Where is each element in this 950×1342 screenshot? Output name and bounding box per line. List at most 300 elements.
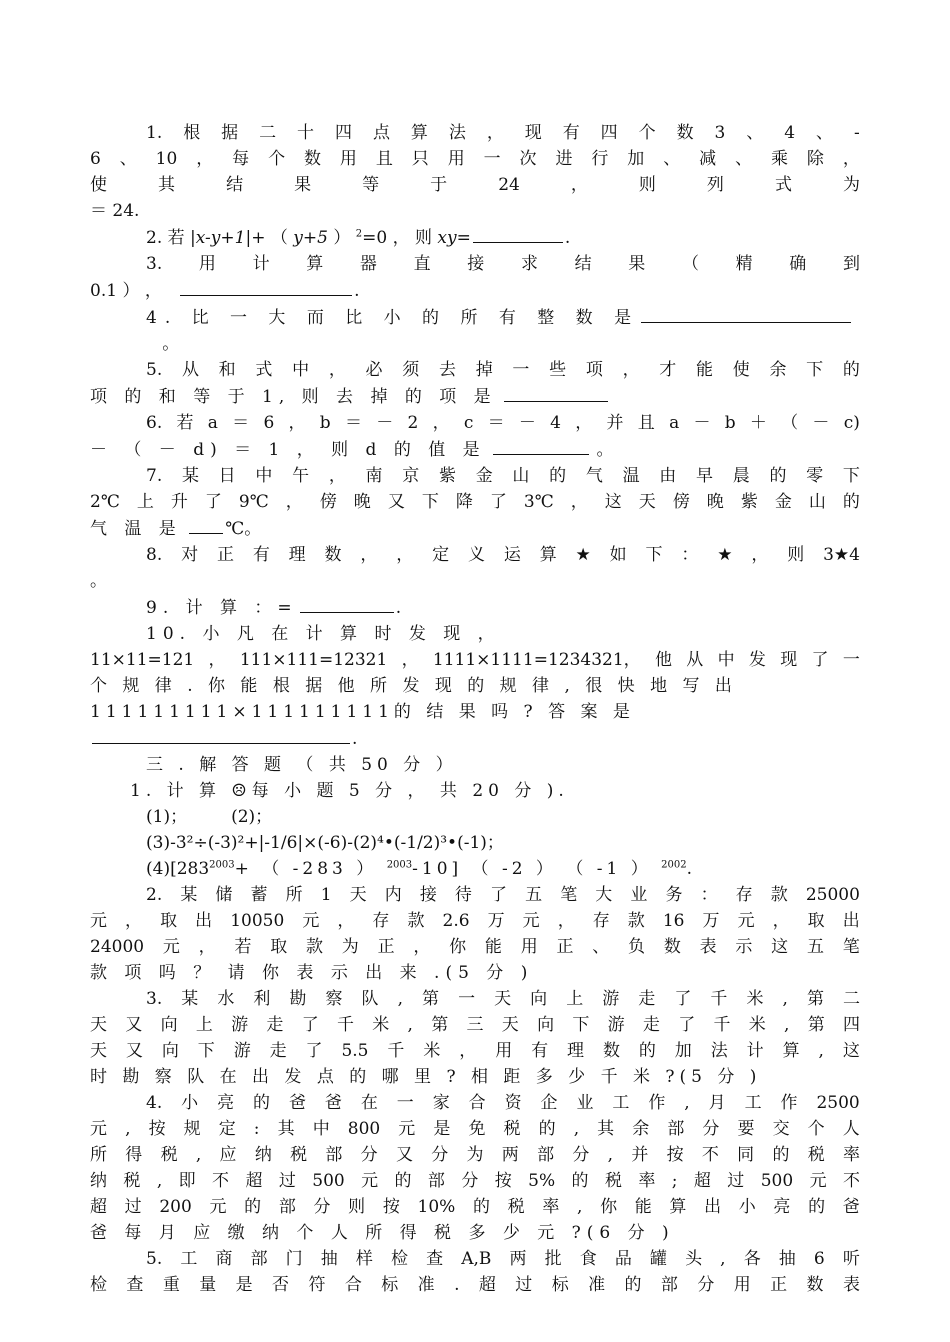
- word: 中: [292, 360, 310, 380]
- word: 标: [551, 1275, 569, 1295]
- word: ，: [413, 937, 431, 957]
- word: 有: [252, 545, 270, 565]
- word: 5.5: [341, 1041, 369, 1061]
- word: 4.: [146, 1093, 163, 1113]
- s3-question-2-line-1: [90, 882, 860, 908]
- word: 其: [277, 1119, 295, 1139]
- word: 去: [438, 360, 456, 380]
- word: ：: [700, 885, 718, 905]
- word: 求: [520, 254, 538, 274]
- word: 须: [402, 360, 420, 380]
- word: 元: [361, 1171, 379, 1191]
- word: 气: [585, 466, 603, 486]
- word: 天: [638, 492, 656, 512]
- word: 5%: [528, 1171, 556, 1191]
- word: ＋: [749, 413, 767, 433]
- word: 上: [136, 492, 154, 512]
- word: 二: [259, 123, 277, 143]
- word: 用: [495, 1041, 513, 1061]
- word: 免: [468, 1119, 486, 1139]
- question-5: [90, 357, 860, 410]
- word: 运: [503, 545, 521, 565]
- word: 两: [509, 1249, 527, 1269]
- word: 工: [180, 1249, 198, 1269]
- answer-blank[interactable]: [473, 224, 563, 243]
- word: 数: [663, 937, 681, 957]
- word: 24000: [90, 937, 145, 957]
- word: 存: [372, 911, 390, 931]
- word: 3.: [146, 989, 163, 1009]
- word: 标: [381, 1275, 399, 1295]
- word: 500: [312, 1171, 345, 1191]
- word: 使: [732, 360, 750, 380]
- s3-question-3-line-2: [90, 1012, 860, 1038]
- word: 五: [806, 937, 824, 957]
- word: 万: [487, 911, 505, 931]
- word: 紫: [438, 466, 456, 486]
- question-6-line-1: [90, 410, 860, 436]
- word: 走: [269, 1041, 287, 1061]
- word: ,: [397, 989, 403, 1009]
- answer-blank[interactable]: [493, 436, 589, 455]
- word: 京: [402, 466, 420, 486]
- word: 税: [807, 1145, 825, 1165]
- word: 取: [270, 937, 288, 957]
- word: 查: [126, 1275, 144, 1295]
- word: 检: [391, 1249, 408, 1269]
- word: 你: [449, 937, 467, 957]
- word: 数: [304, 149, 321, 169]
- word: 器: [359, 254, 377, 274]
- word: ,: [782, 989, 788, 1009]
- word: 只: [411, 149, 429, 169]
- word: 不: [212, 1171, 230, 1191]
- word: 重: [162, 1275, 180, 1295]
- word: 式: [774, 175, 792, 195]
- answer-blank[interactable]: [92, 725, 350, 744]
- answer-blank[interactable]: [189, 515, 223, 534]
- word: a: [207, 413, 218, 433]
- word: 亮: [773, 1197, 791, 1217]
- word: ，: [328, 360, 346, 380]
- word: 25000: [805, 885, 860, 905]
- s3-question-4-line-1: [90, 1090, 860, 1116]
- word: 个: [268, 149, 286, 169]
- word: 且: [637, 413, 655, 433]
- word: 部: [427, 1171, 445, 1191]
- answer-blank[interactable]: [641, 304, 851, 323]
- word: 8.: [146, 545, 163, 565]
- answer-blank[interactable]: [504, 383, 608, 402]
- word: 下: [842, 466, 860, 486]
- word: 待: [454, 885, 472, 905]
- word: 计: [746, 1041, 764, 1061]
- word: 如: [609, 545, 627, 565]
- word: 走: [642, 1015, 660, 1035]
- s3-question-1-item-4: $(4)[283^{2003}+$ （ -283 ） $^{2003}$-10] （ -2 ） （ -1 ） $^{2002}$.: [146, 859, 692, 879]
- word: ，: [432, 413, 450, 433]
- word: 正: [216, 545, 234, 565]
- word: 是: [433, 1119, 451, 1139]
- question-6-line-2: － （ － d) ＝ 1 ， 则 d 的 值 是 。: [90, 436, 860, 463]
- word: 率: [638, 1171, 656, 1191]
- question-10-line-3: 个 规 律 . 你 能 根 据 他 所 发 现 的 规 律 , 很 快 地 写 出: [90, 676, 737, 696]
- word: 这: [842, 1041, 860, 1061]
- word: 紫: [740, 492, 758, 512]
- word: 现: [780, 650, 798, 670]
- word: 第: [431, 1015, 449, 1035]
- word: 蓄: [250, 885, 268, 905]
- word: 早: [696, 466, 714, 486]
- word: 数: [324, 545, 342, 565]
- word: 勘: [289, 989, 307, 1009]
- word: 项: [585, 360, 603, 380]
- s3-question-5-line-2: [90, 1272, 860, 1298]
- question-7: [90, 463, 860, 542]
- word: 、: [592, 937, 610, 957]
- word: 2℃: [90, 492, 120, 512]
- word: 正: [556, 937, 574, 957]
- word: 的: [842, 360, 860, 380]
- word: ，: [360, 545, 378, 565]
- word: 量: [199, 1275, 217, 1295]
- word: 加: [627, 149, 645, 169]
- s3-question-2: [90, 882, 860, 986]
- word: 务: [665, 885, 683, 905]
- s3-question-3-line-4: 时 勘 察 队 在 出 发 点 的 哪 里 ? 相 距 多 少 千 米 ?(5 分 ): [90, 1067, 762, 1087]
- word: 次: [519, 149, 537, 169]
- word: 不: [842, 1171, 860, 1191]
- word: 出: [195, 911, 213, 931]
- word: 下: [806, 360, 824, 380]
- word: 你: [600, 1197, 618, 1217]
- word: 算: [782, 1041, 800, 1061]
- word: 数: [602, 1041, 620, 1061]
- question-1: [90, 120, 860, 224]
- word: 万: [702, 911, 720, 931]
- word: 税: [604, 1171, 622, 1191]
- question-1-line-4: ＝ 24.: [90, 201, 140, 221]
- word: 是: [235, 1275, 253, 1295]
- word: 数: [676, 123, 694, 143]
- word: 1: [320, 885, 332, 905]
- word: 四: [843, 1015, 860, 1035]
- word: 爸: [324, 1093, 342, 1113]
- word: 在: [360, 1093, 378, 1113]
- word: 用: [447, 149, 465, 169]
- word: 若: [176, 413, 194, 433]
- word: 11×11=121: [90, 650, 195, 670]
- word: ，: [125, 911, 143, 931]
- word: ★: [575, 545, 591, 565]
- word: 才: [659, 360, 677, 380]
- word: 示: [735, 937, 753, 957]
- word: 每: [232, 149, 250, 169]
- word: 10%: [417, 1197, 456, 1217]
- word: 负: [628, 937, 646, 957]
- word: 的: [769, 466, 787, 486]
- question-6: [90, 410, 860, 463]
- word: ，: [288, 413, 306, 433]
- word: 罐: [649, 1249, 667, 1269]
- document-page: [90, 120, 860, 1298]
- word: 的: [571, 1171, 589, 1191]
- word: 山: [512, 466, 530, 486]
- word: 了: [204, 492, 222, 512]
- word: 门: [285, 1249, 303, 1269]
- question-8-line-2: 。: [90, 571, 107, 591]
- word: 3℃: [523, 492, 554, 512]
- word: 了: [811, 650, 829, 670]
- word: 算: [306, 254, 324, 274]
- word: ＝: [487, 413, 505, 433]
- word: 能: [634, 1197, 652, 1217]
- word: 从: [181, 360, 199, 380]
- word: A,B: [461, 1249, 492, 1269]
- word: 笔: [842, 937, 860, 957]
- word: ;: [671, 1171, 678, 1191]
- s3-question-3-line-3: [90, 1038, 860, 1064]
- word: 、: [735, 149, 753, 169]
- word: 111×111=12321: [239, 650, 388, 670]
- word: 两: [501, 1145, 519, 1165]
- word: －: [812, 413, 830, 433]
- word: 9℃: [238, 492, 269, 512]
- word: 米: [746, 989, 764, 1009]
- word: 定: [218, 1119, 236, 1139]
- question-7-line-1: [90, 463, 860, 489]
- word: 行: [591, 149, 609, 169]
- word: 超: [693, 1171, 711, 1191]
- word: 、: [119, 149, 137, 169]
- word: 的: [549, 466, 567, 486]
- word: ，: [285, 492, 303, 512]
- word: 出: [842, 911, 860, 931]
- word: 的: [808, 1197, 826, 1217]
- word: 分: [313, 1197, 331, 1217]
- word: 二: [842, 989, 860, 1009]
- word: ，: [575, 413, 593, 433]
- word: －: [376, 413, 394, 433]
- word: 食: [579, 1249, 597, 1269]
- word: ，: [842, 149, 860, 169]
- word: 一: [512, 360, 530, 380]
- word: 合: [344, 1275, 362, 1295]
- word: 队: [361, 989, 379, 1009]
- word: 十: [297, 123, 315, 143]
- word: ,: [684, 1093, 690, 1113]
- word: ，: [401, 650, 419, 670]
- word: 否: [272, 1275, 290, 1295]
- question-10-line-2: [90, 647, 860, 673]
- word: 余: [632, 1119, 650, 1139]
- word: ，: [570, 492, 588, 512]
- word: （: [781, 413, 799, 433]
- word: ，: [557, 911, 575, 931]
- word: 税: [503, 1119, 521, 1139]
- word: ,: [195, 1145, 202, 1165]
- word: 存: [735, 885, 753, 905]
- word: b: [724, 413, 736, 433]
- question-3-line-2: 0.1 ） ， .: [90, 277, 860, 304]
- question-7-line-2: [90, 489, 860, 515]
- answer-blank[interactable]: [300, 594, 394, 613]
- word: 式: [255, 360, 273, 380]
- word: 对: [181, 545, 199, 565]
- word: 这: [771, 937, 789, 957]
- word: 理: [567, 1041, 585, 1061]
- word: 零: [806, 466, 824, 486]
- word: 午: [292, 466, 310, 486]
- word: 发: [748, 650, 766, 670]
- word: :: [253, 1119, 260, 1139]
- answer-blank[interactable]: [180, 277, 352, 296]
- word: 结: [226, 175, 244, 195]
- word: 计: [252, 254, 270, 274]
- word: －: [693, 413, 711, 433]
- word: a: [669, 413, 680, 433]
- word: 抽: [778, 1249, 796, 1269]
- word: 爸: [288, 1093, 306, 1113]
- word: 中: [312, 1119, 330, 1139]
- word: 合: [468, 1093, 486, 1113]
- word: ，: [459, 1041, 477, 1061]
- word: 分: [360, 1145, 378, 1165]
- word: 部: [537, 1145, 555, 1165]
- word: 金: [475, 466, 493, 486]
- question-5-line-1: [90, 357, 860, 383]
- word: 千: [713, 1015, 731, 1035]
- word: 从: [686, 650, 704, 670]
- word: 果: [294, 175, 312, 195]
- word: 的: [244, 1197, 262, 1217]
- word: 于: [430, 175, 448, 195]
- word: 人: [842, 1119, 860, 1139]
- word: 了: [490, 885, 507, 905]
- s3-question-5-line-1: [90, 1246, 860, 1272]
- word: 向: [160, 1015, 178, 1035]
- word: 晨: [732, 466, 750, 486]
- s3-question-3: [90, 986, 860, 1090]
- word: 的: [472, 1197, 490, 1217]
- word: 中: [255, 466, 273, 486]
- word: 的: [842, 492, 860, 512]
- word: 款: [627, 911, 645, 931]
- word: 800: [347, 1119, 381, 1139]
- word: 准: [417, 1275, 435, 1295]
- word: 又: [387, 492, 405, 512]
- word: 所: [90, 1145, 107, 1165]
- word: 的: [772, 1145, 790, 1165]
- word: 过: [515, 1275, 533, 1295]
- word: 笔: [560, 885, 578, 905]
- word: 三: [466, 1015, 484, 1035]
- s3-question-3-line-1: [90, 986, 860, 1012]
- word: 米: [423, 1041, 441, 1061]
- word: 元: [90, 1119, 107, 1139]
- word: 水: [217, 989, 235, 1009]
- question-8: [90, 542, 860, 594]
- word: 4: [550, 413, 561, 433]
- s3-question-4-line-3: [90, 1142, 860, 1168]
- question-1-line-3: [90, 172, 860, 198]
- word: 10: [155, 149, 178, 169]
- question-2: 2. 若 |x-y+1|+ （ y+5 ） $^2$=0 ， 则 xy= .: [90, 224, 860, 251]
- word: 一: [483, 149, 501, 169]
- word: ,: [576, 1197, 583, 1217]
- word: 除: [806, 149, 824, 169]
- word: 上: [195, 1015, 213, 1035]
- word: 日: [218, 466, 236, 486]
- word: 千: [387, 1041, 405, 1061]
- word: 为: [842, 175, 860, 195]
- s3-question-4-line-5: [90, 1194, 860, 1220]
- word: 则: [348, 1197, 366, 1217]
- s3-question-2-line-4: 款 项 吗 ？ 请 你 表 示 出 来 .(5 分 ): [90, 963, 534, 983]
- word: 一: [396, 1093, 414, 1113]
- word: 第: [807, 1015, 825, 1035]
- word: 款: [770, 885, 788, 905]
- word: 降: [455, 492, 473, 512]
- word: 部: [667, 1119, 685, 1139]
- word: 天: [90, 1041, 107, 1061]
- word: 元: [522, 911, 540, 931]
- word: 升: [170, 492, 188, 512]
- word: ,: [720, 1249, 726, 1269]
- word: －: [518, 413, 536, 433]
- word: ，: [396, 545, 414, 565]
- word: 工: [612, 1093, 630, 1113]
- word: 结: [574, 254, 592, 274]
- word: 5.: [146, 360, 163, 380]
- word: 算: [410, 123, 428, 143]
- word: 某: [181, 989, 199, 1009]
- word: 税: [160, 1145, 178, 1165]
- word: 纳: [90, 1171, 107, 1191]
- word: 2.6: [442, 911, 470, 931]
- word: 天: [349, 885, 367, 905]
- word: 某: [180, 885, 198, 905]
- word: 算: [669, 1197, 687, 1217]
- question-10: [90, 621, 860, 752]
- word: 其: [158, 175, 176, 195]
- word: 存: [592, 911, 610, 931]
- word: 部: [325, 1145, 343, 1165]
- word: 3.: [146, 254, 163, 274]
- word: 正: [377, 937, 395, 957]
- word: ,: [784, 1015, 790, 1035]
- word: 规: [183, 1119, 201, 1139]
- word: 下: [572, 1015, 590, 1035]
- word: 能: [696, 360, 714, 380]
- word: 列: [706, 175, 724, 195]
- word: 些: [549, 360, 567, 380]
- word: 走: [266, 1015, 284, 1035]
- word: 向: [537, 1015, 555, 1035]
- word: 得: [125, 1145, 143, 1165]
- word: 米: [372, 1015, 390, 1035]
- word: 款: [306, 937, 323, 957]
- s3-question-5: [90, 1246, 860, 1298]
- word: 若: [234, 937, 252, 957]
- word: 所: [285, 885, 303, 905]
- word: 头: [685, 1249, 703, 1269]
- word: 了: [674, 989, 692, 1009]
- word: 部: [250, 1249, 268, 1269]
- question-3: [90, 251, 860, 304]
- word: 天: [90, 1015, 107, 1035]
- word: 样: [355, 1249, 373, 1269]
